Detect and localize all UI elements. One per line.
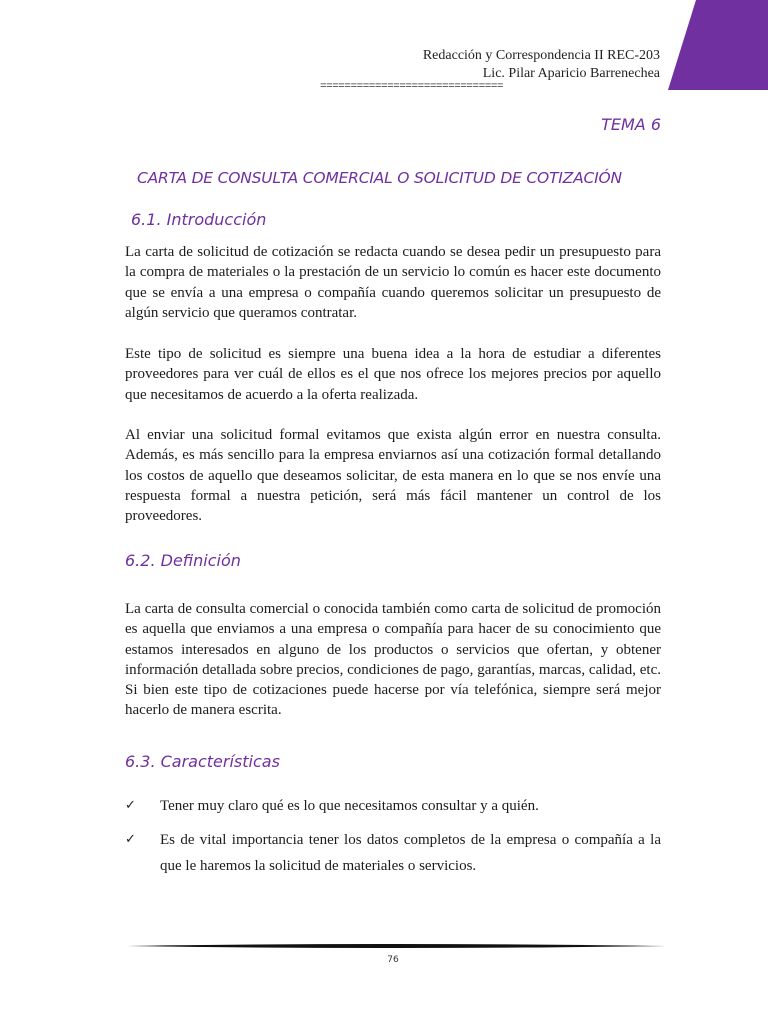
list-item bbox=[125, 793, 661, 819]
header-course: Redacción y Correspondencia II REC-203 bbox=[422, 48, 660, 63]
paragraph: La carta de consulta comercial o conocida también como carta de solicitud de promoción es aquella que enviamos a una empresa o compañía para hacer de su conocimiento que estamos interesados en alguno de los productos o servicios que ofertan, y obtener información detallada sobre precios, condiciones de pago, garantías, marcas, calidad, etc. Si bien este tipo de cotizaciones puede hacerse por vía telefónica, siempre será mejor hacerlo de manera escrita. bbox=[125, 601, 661, 719]
header-separator: ============================== bbox=[320, 81, 504, 93]
characteristics-list bbox=[125, 793, 661, 887]
list-item bbox=[125, 827, 661, 879]
list-item-text: Es de vital importancia tener los datos completos de la empresa o compañía a la que le haremos la solicitud de materiales o servicios. bbox=[160, 832, 661, 874]
section-heading-caracteristicas: 6.3. Características bbox=[125, 752, 280, 771]
section-heading-definicion: 6.2. Definición bbox=[125, 551, 241, 570]
checkmark-icon: ✓ bbox=[125, 798, 136, 813]
page-number: 76 bbox=[387, 955, 399, 965]
paragraph: Al enviar una solicitud formal evitamos que exista algún error en nuestra consulta. Además, es más sencillo para la empresa enviarnos así una cotización formal detallando los costos de aquello que deseamos solicitar, de esta manera en lo que se nos envíe una respuesta formal a nuestra petición, será más fácil mantener un control de los proveedores. bbox=[125, 427, 661, 525]
list-item-text: Tener muy claro qué es lo que necesitamos consultar y a quién. bbox=[160, 798, 539, 814]
checkmark-icon: ✓ bbox=[125, 832, 136, 847]
header-author: Lic. Pilar Aparicio Barrenechea bbox=[482, 66, 660, 81]
chapter-title: CARTA DE CONSULTA COMERCIAL O SOLICITUD DE COTIZACIÓN bbox=[137, 169, 622, 187]
corner-triangle-decoration bbox=[668, 0, 768, 90]
section-heading-introduccion: 6.1. Introducción bbox=[131, 210, 267, 229]
paragraph: La carta de solicitud de cotización se redacta cuando se desea pedir un presupuesto para la compra de materiales o la prestación de un servicio lo común es hacer este documento que se envía a una empresa o compañía cuando queremos solicitar un presupuesto de algún servicio que queramos contratar. bbox=[125, 244, 661, 321]
paragraph: Este tipo de solicitud es siempre una buena idea a la hora de estudiar a diferentes proveedores para ver cuál de ellos es el que nos ofrece los mejores precios por aquello que necesitamos de acuerdo a la oferta realizada. bbox=[125, 346, 661, 403]
footer-divider bbox=[124, 941, 666, 951]
tema-label: TEMA 6 bbox=[601, 115, 661, 134]
